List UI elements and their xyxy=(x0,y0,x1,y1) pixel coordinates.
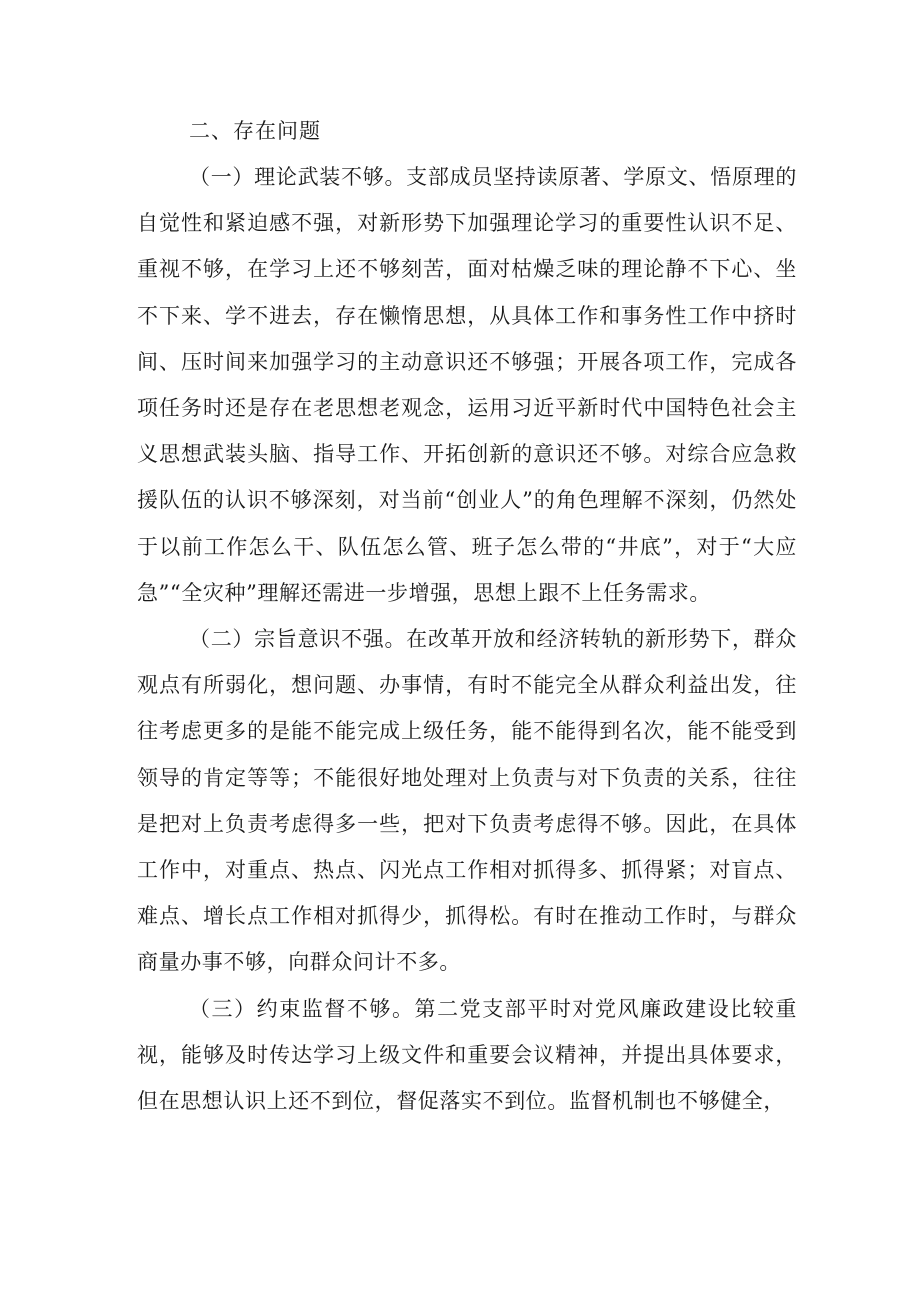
paragraph-purpose: （二）宗旨意识不强。在改革开放和经济转轨的新形势下，群众观点有所弱化，想问题、办事情，有时不能完全从群众利益出发，往往考虑更多的是能不能完成上级任务，能不能得到名次，能不能受到领导的肯定等等；不能很好地处理对上负责与对下负责的关系，往往是把对上负责考虑得多一些，把对下负责考虑得不够。因此，在具体工作中，对重点、热点、闪光点工作相对抓得多、抓得紧；对盲点、难点、增长点工作相对抓得少，抓得松。有时在推动工作时，与群众商量办事不够，向群众问计不多。 xyxy=(137,627,797,975)
document-body xyxy=(137,108,797,1124)
section-heading: 二、存在问题 xyxy=(189,119,321,143)
paragraph-theory: （一）理论武装不够。支部成员坚持读原著、学原文、悟原理的自觉性和紧迫感不强，对新形势下加强理论学习的重要性认识不足、重视不够，在学习上还不够刻苦，面对枯燥乏味的理论静不下心、坐不下来、学不进去，存在懒惰思想，从具体工作和事务性工作中挤时间、压时间来加强学习的主动意识还不够强；开展各项工作，完成各项任务时还是存在老思想老观念，运用习近平新时代中国特色社会主义思想武装头脑、指导工作、开拓创新的意识还不够。对综合应急救援队伍的认识不够深刻，对当前“创业人”的角色理解不深刻，仍然处于以前工作怎么干、队伍怎么管、班子怎么带的“井底”，对于“大应急”“全灾种”理解还需进一步增强，思想上跟不上任务需求。 xyxy=(137,165,797,605)
paragraph-supervision: （三）约束监督不够。第二党支部平时对党风廉政建设比较重视，能够及时传达学习上级文件和重要会议精神，并提出具体要求，但在思想认识上还不到位，督促落实不到位。监督机制也不够健全， xyxy=(137,996,797,1114)
